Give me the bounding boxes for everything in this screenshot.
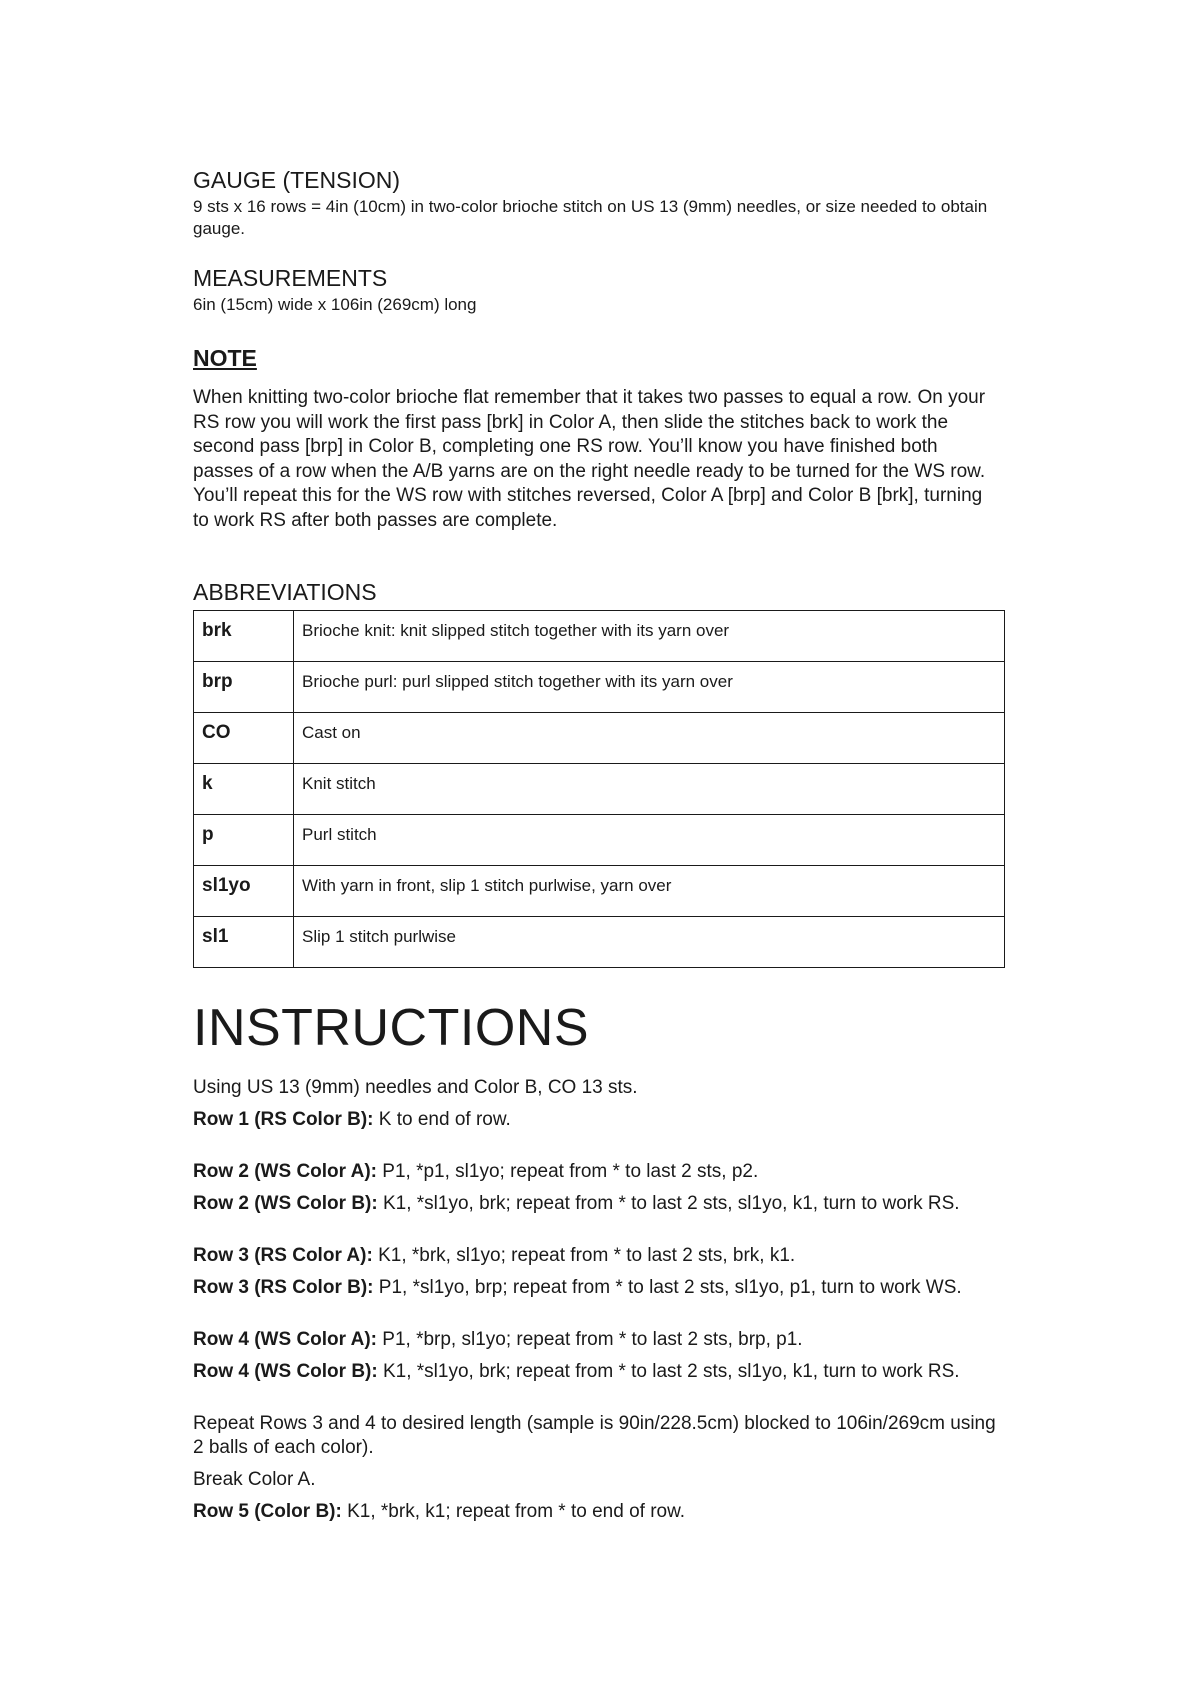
gauge-text: 9 sts x 16 rows = 4in (10cm) in two-color brioche stitch on US 13 (9mm) needles, or size needed to obtain gauge.	[193, 197, 988, 238]
row-text: K to end of row.	[373, 1108, 511, 1130]
instructions-section	[193, 998, 1003, 1524]
abbreviation-term: p	[194, 814, 294, 865]
document-page	[193, 166, 1003, 1524]
row-text: K1, *sl1yo, brk; repeat from * to last 2 sts, sl1yo, k1, turn to work RS.	[377, 1192, 960, 1214]
row-label: Row 4 (WS Color B):	[193, 1360, 378, 1382]
pattern-row	[193, 1192, 1003, 1216]
row-label: Row 3 (RS Color B):	[193, 1276, 374, 1298]
table-row	[194, 712, 1005, 763]
pattern-row	[193, 1360, 1003, 1384]
row-text: P1, *p1, sl1yo; repeat from * to last 2 sts, p2.	[377, 1160, 759, 1182]
pattern-row	[193, 1500, 1003, 1524]
note-heading: NOTE	[193, 345, 257, 371]
abbreviation-term: sl1yo	[194, 865, 294, 916]
abbreviation-definition: Brioche knit: knit slipped stitch together with its yarn over	[294, 610, 1005, 661]
row-text: P1, *brp, sl1yo; repeat from * to last 2 sts, brp, p1.	[377, 1328, 803, 1350]
row-label: Row 4 (WS Color A):	[193, 1328, 377, 1350]
abbreviation-term: sl1	[194, 916, 294, 967]
abbreviation-term: brp	[194, 661, 294, 712]
abbreviation-definition: Purl stitch	[294, 814, 1005, 865]
instructions-heading: INSTRUCTIONS	[193, 998, 589, 1057]
table-row	[194, 916, 1005, 967]
abbreviation-term: k	[194, 763, 294, 814]
abbreviation-definition: With yarn in front, slip 1 stitch purlwise, yarn over	[294, 865, 1005, 916]
measurements-heading: MEASUREMENTS	[193, 265, 388, 291]
abbreviation-term: CO	[194, 712, 294, 763]
break-instruction: Break Color A.	[193, 1468, 316, 1490]
repeat-instruction: Repeat Rows 3 and 4 to desired length (sample is 90in/228.5cm) blocked to 106in/269cm using 2 balls of each color).	[193, 1412, 996, 1458]
row-label: Row 2 (WS Color B):	[193, 1192, 378, 1214]
pattern-row	[193, 1160, 1003, 1184]
instructions-intro: Using US 13 (9mm) needles and Color B, CO 13 sts.	[193, 1076, 638, 1098]
row-text: K1, *brk, k1; repeat from * to end of row.	[341, 1500, 686, 1522]
abbreviation-definition: Slip 1 stitch purlwise	[294, 916, 1005, 967]
abbreviations-section	[193, 578, 1003, 968]
row-label: Row 2 (WS Color A):	[193, 1160, 377, 1182]
pattern-row	[193, 1108, 1003, 1132]
note-text: When knitting two-color brioche flat remember that it takes two passes to equal a row. On your RS row you will work the first pass [brk] in Color A, then slide the stitches back to work the second pass [brp] in Color B, completing one RS row. You’ll know you have finished both passes of a row when the A/B yarns are on the right needle ready to be turned for the WS row. You’ll repeat this for the WS row with stitches reversed, Color A [brp] and Color B [brk], turning to work RS after both passes are complete.	[193, 387, 986, 531]
abbreviations-table	[193, 610, 1005, 968]
abbreviation-definition: Brioche purl: purl slipped stitch together with its yarn over	[294, 661, 1005, 712]
table-row	[194, 763, 1005, 814]
pattern-row	[193, 1244, 1003, 1268]
row-text: P1, *sl1yo, brp; repeat from * to last 2 sts, sl1yo, p1, turn to work WS.	[373, 1276, 962, 1298]
abbreviation-term: brk	[194, 610, 294, 661]
note-section	[193, 344, 1003, 534]
row-text: K1, *brk, sl1yo; repeat from * to last 2 sts, brk, k1.	[372, 1244, 796, 1266]
row-label: Row 1 (RS Color B):	[193, 1108, 374, 1130]
gauge-section	[193, 166, 1003, 240]
pattern-row	[193, 1328, 1003, 1352]
table-row	[194, 865, 1005, 916]
abbreviation-definition: Knit stitch	[294, 763, 1005, 814]
instructions-body	[193, 1076, 1003, 1524]
table-row	[194, 661, 1005, 712]
table-row	[194, 814, 1005, 865]
table-row	[194, 610, 1005, 661]
measurements-text: 6in (15cm) wide x 106in (269cm) long	[193, 295, 477, 314]
abbreviations-heading: ABBREVIATIONS	[193, 578, 377, 605]
gauge-heading: GAUGE (TENSION)	[193, 167, 401, 193]
row-label: Row 3 (RS Color A):	[193, 1244, 373, 1266]
pattern-row	[193, 1276, 1003, 1300]
row-label: Row 5 (Color B):	[193, 1500, 342, 1522]
row-text: K1, *sl1yo, brk; repeat from * to last 2 sts, sl1yo, k1, turn to work RS.	[377, 1360, 960, 1382]
abbreviation-definition: Cast on	[294, 712, 1005, 763]
measurements-section	[193, 264, 1003, 316]
